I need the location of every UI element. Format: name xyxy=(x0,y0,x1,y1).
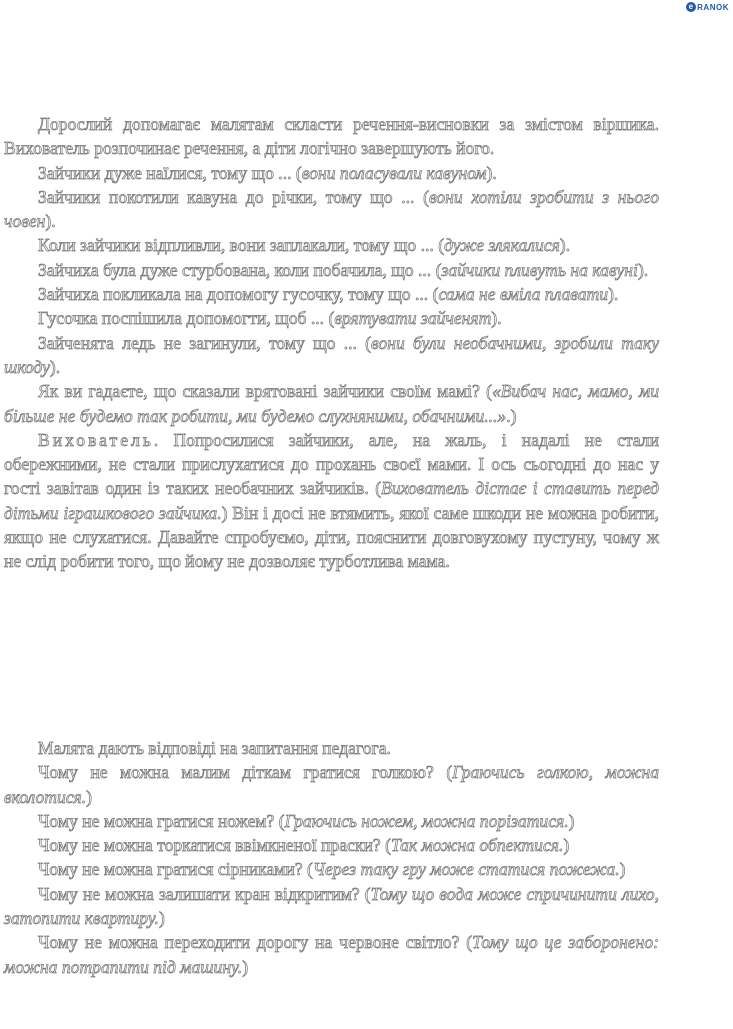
paragraph-q1: Зайчики дуже наїлися, тому що ... (вони поласували кавуном). xyxy=(38,162,497,183)
qa-item: Чому не можна гратися ножем? (Граючись ножем, можна порізатися.) xyxy=(38,810,575,831)
paragraph-q7: Зайченята ледь не загинули, тому що ... (вони були необачними, зробили таку шкоду). xyxy=(4,332,659,377)
paragraph-q5: Зайчиха покликала на допомогу гусочку, тому що ... (сама не вміла плавати). xyxy=(38,284,619,305)
qa-item: Чому не можна торкатися ввімкненої праски? (Так можна обпектися.) xyxy=(38,835,570,856)
paragraph-intro: Дорослий допомагає малятам скласти речення-висновки за змістом віршика. Вихователь розпочинає речення, а діти логічно завершують його. xyxy=(4,114,659,159)
qa-item: Чому не можна гратися сірниками? (Через таку гру може статися пожежа.) xyxy=(38,859,626,880)
logo-e-mark: e xyxy=(686,2,696,12)
section-1 xyxy=(4,112,659,574)
qa-item: Чому не можна малим діткам гратися голкою? (Граючись голкою, можна вколотися.) xyxy=(4,762,659,807)
paragraph-q2: Зайчики покотили кавуна до річки, тому що ... (вони хотіли зробити з нього човен). xyxy=(4,186,659,232)
qa-item: Чому не можна залишати кран відкритим? (Тому що вода може спричинити лихо, затопити квартиру.) xyxy=(4,883,659,929)
paragraph-q8: Як ви гадаєте, що сказали врятовані зайчики своїм мамі? («Вибач нас, мамо, ми більше не будемо так робити, ми будемо слухняними, обачними...».) xyxy=(4,381,659,426)
speaker-label: Вихователь xyxy=(38,429,154,450)
paragraph-q3: Коли зайчики відпливли, вони заплакали, тому що ... (дуже злякалися). xyxy=(38,235,571,256)
section-2-intro: Малята дають відповіді на запитання педагога. xyxy=(38,738,391,758)
qa-item: Чому не можна переходити дорогу на червоне світло? (Тому що це заборонено: можна потрапити під машину.) xyxy=(4,932,659,977)
paragraph-q6: Гусочка поспішила допомогти, щоб ... (врятувати зайченят). xyxy=(38,308,502,329)
publisher-logo xyxy=(686,2,729,12)
section-2 xyxy=(4,736,659,979)
logo-text: RANOK xyxy=(697,2,729,12)
paragraph-educator: Вихователь. Попросилися зайчики, але, на жаль, і надалі не стали обережними, не стали прислухатися до прохань своєї мами. І ось сьогодні до нас у гості завітав один із таких необачних зайчиків. (Вихователь дістає і ставить перед дітьми іграшкового зайчика.) Він і досі не втямить, якої саме шкоди не можна робити, якщо не слухатися. Давайте спробуємо, діти, пояснити довговухому пустуну, чому ж не слід робити того, що йому не дозволяє турботлива мама. xyxy=(4,429,659,572)
paragraph-q4: Зайчиха була дуже стурбована, коли побачила, що ... (зайчики пливуть на кавуні). xyxy=(38,259,649,280)
